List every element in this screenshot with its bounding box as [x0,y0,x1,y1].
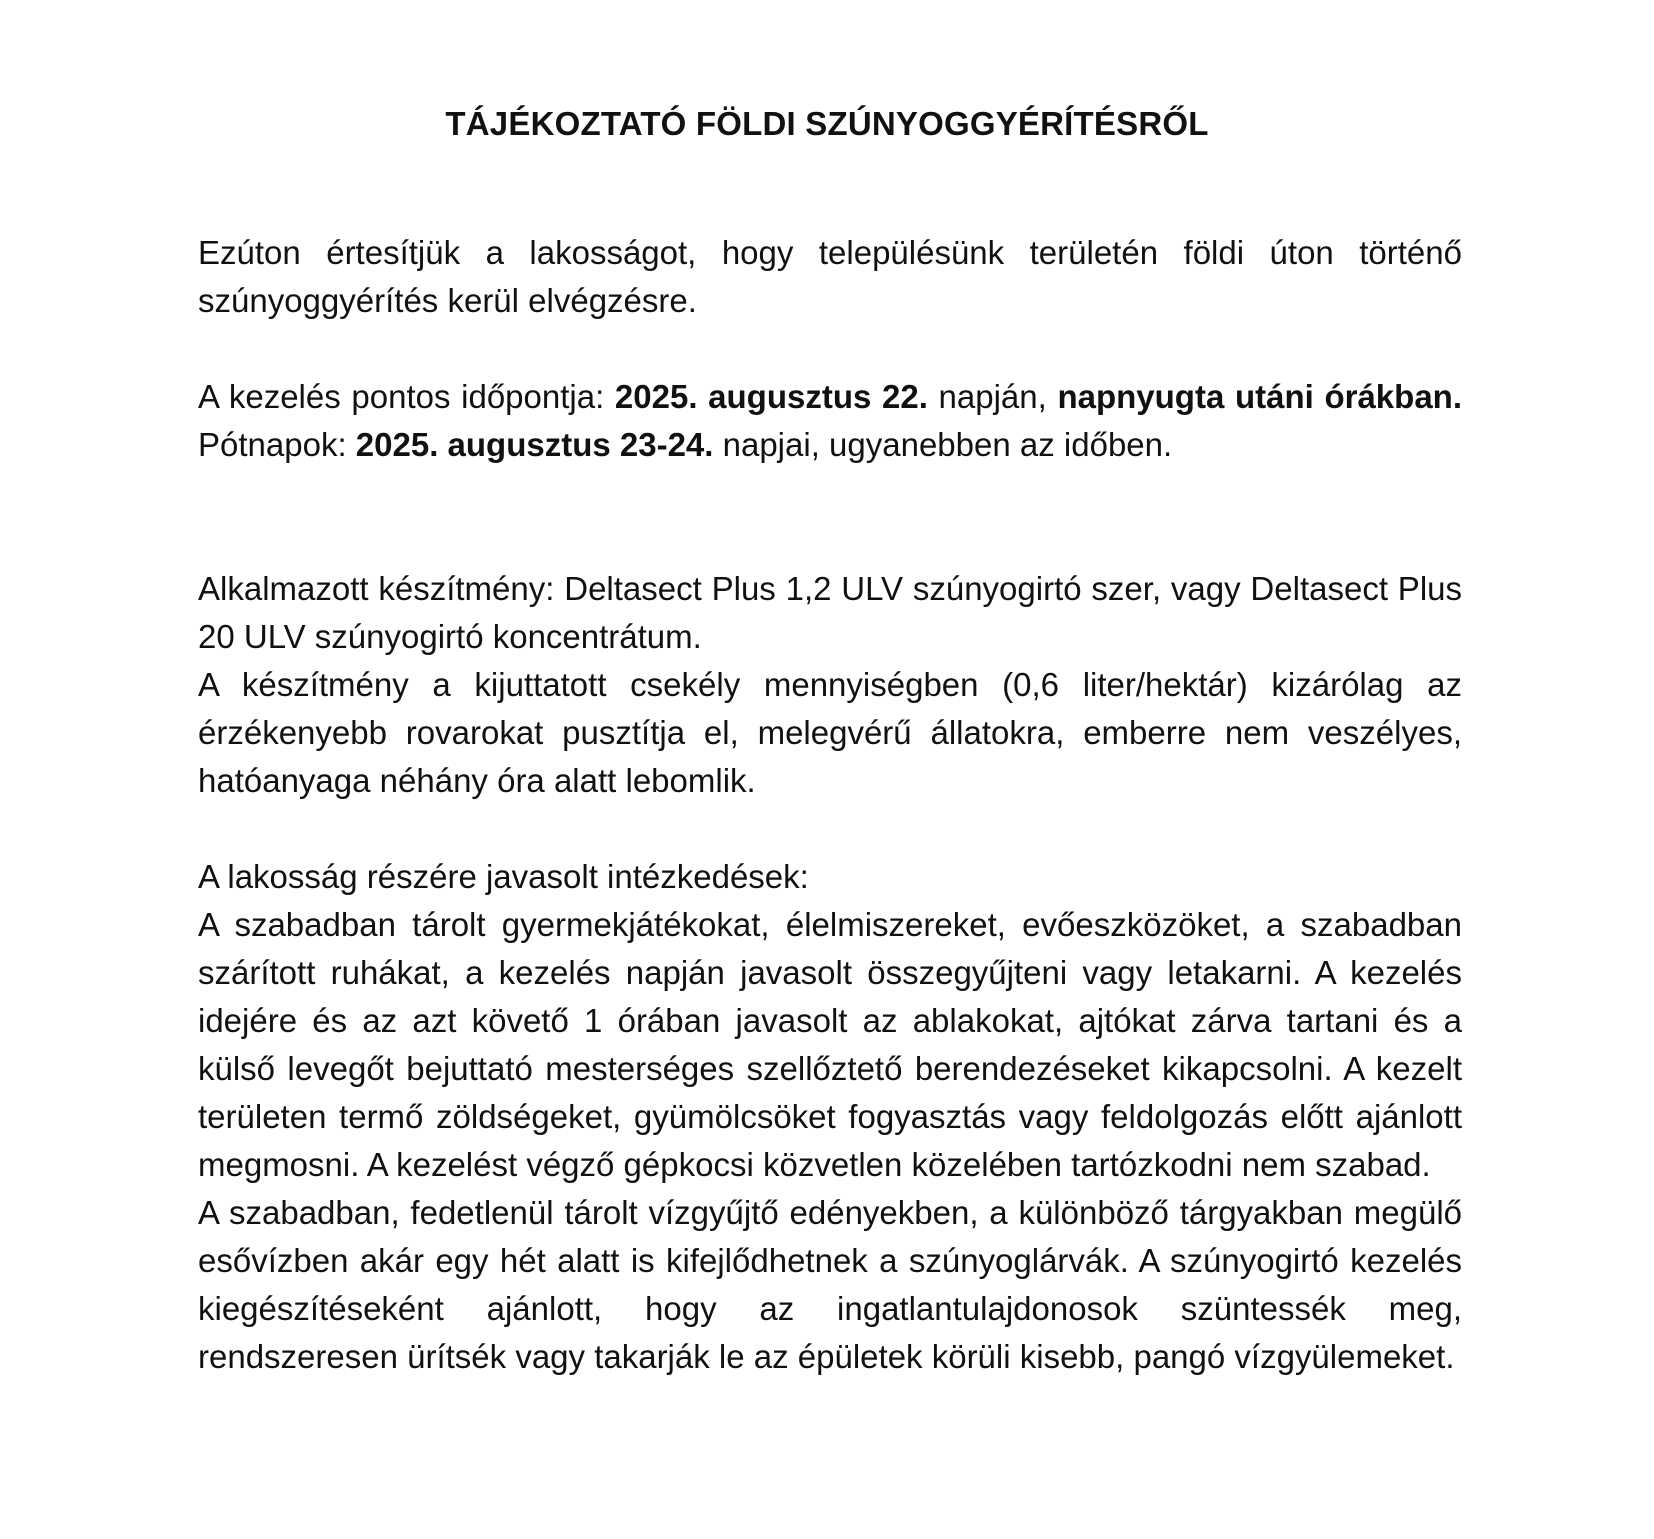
product-section [198,565,1462,805]
schedule-day-text: napján, [927,378,1058,415]
schedule-label: A kezelés pontos időpontja: [198,378,615,415]
measures-paragraph-2: A szabadban, fedetlenül tárolt vízgyűjtő edényekben, a különböző tárgyakban megülő esővízben akár egy hét alatt is kifejlődhetnek a szúnyoglárvák. A szúnyogirtó kezelés kiegészítéseként ajánlott, hogy az ingatlantulajdonosok szüntessék meg, rendszeresen ürítsék vagy takarják le az épületek körüli kisebb, pangó vízgyülemeket. [198,1194,1462,1375]
schedule-time: napnyugta utáni órákban. [1057,378,1462,415]
schedule-text [198,373,1462,469]
backup-label: Pótnapok: [198,426,356,463]
main-date: 2025. augusztus 22. [614,378,928,415]
product-line: Alkalmazott készítmény: Deltasect Plus 1,2 ULV szúnyogirtó szer, vagy Deltasect Plus 20 ULV szúnyogirtó koncentrátum. [198,570,1462,655]
intro-text: Ezúton értesítjük a lakosságot, hogy településünk területén földi úton történő szúnyoggyérítés kerül elvégzésre. [198,234,1462,319]
backup-dates: 2025. augusztus 23-24. [355,426,714,463]
measures-section [198,853,1462,1381]
schedule-paragraph [198,373,1462,469]
backup-tail: napjai, ugyanebben az időben. [713,426,1173,463]
product-safety-line: A készítmény a kijuttatott csekély mennyiségben (0,6 liter/hektár) kizárólag az érzékenyebb rovarokat pusztítja el, melegvérű állatokra, emberre nem veszélyes, hatóanyaga néhány óra alatt lebomlik. [198,666,1462,799]
intro-paragraph [198,229,1462,325]
document-title: TÁJÉKOZTATÓ FÖLDI SZÚNYOGGYÉRÍTÉSRŐL [445,105,1209,142]
measures-paragraph-1: A szabadban tárolt gyermekjátékokat, élelmiszereket, evőeszközöket, a szabadban szárított ruhákat, a kezelés napján javasolt összegyűjteni vagy letakarni. A kezelés idejére és az azt követő 1 órában javasolt az ablakokat, ajtókat zárva tartani és a külső levegőt bejuttató mesterséges szellőztető berendezéseket kikapcsolni. A kezelt területen termő zöldségeket, gyümölcsöket fogyasztás vagy feldolgozás előtt ajánlott megmosni. A kezelést végző gépkocsi közvetlen közelében tartózkodni nem szabad. [198,906,1462,1183]
measures-heading: A lakosság részére javasolt intézkedések: [198,858,809,895]
